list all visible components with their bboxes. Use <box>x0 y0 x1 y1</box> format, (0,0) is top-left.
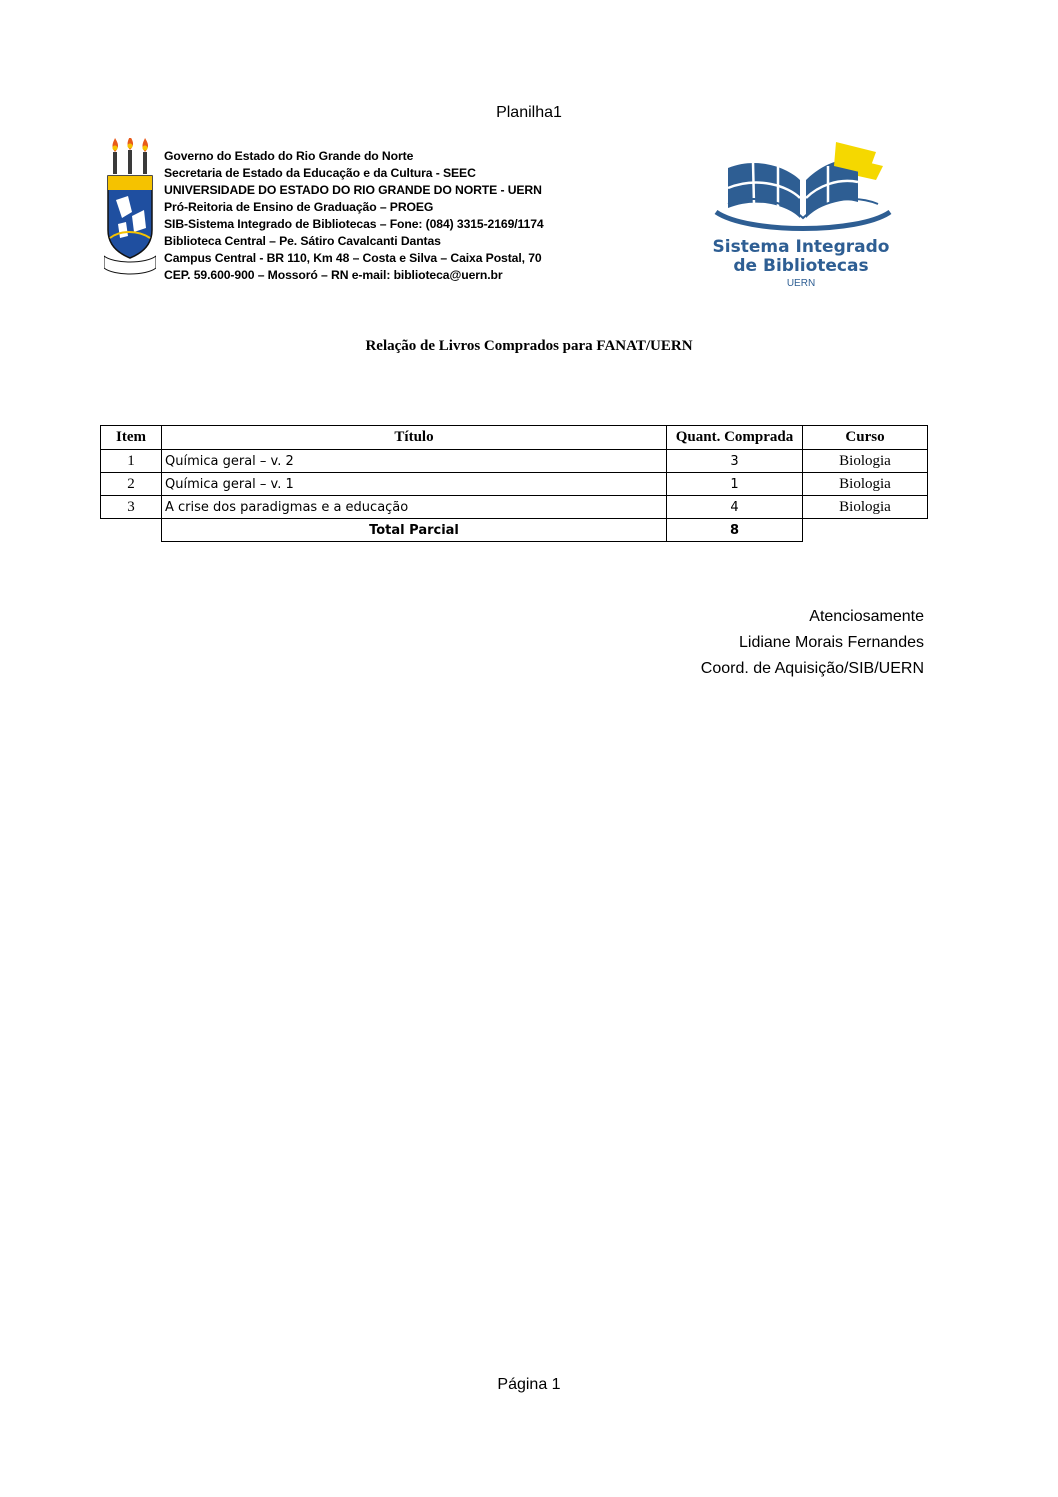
table-row <box>101 473 928 496</box>
letterhead-line: Governo do Estado do Rio Grande do Norte <box>164 149 414 163</box>
table-header-row <box>101 426 928 450</box>
table-row <box>101 450 928 473</box>
cell-title: Química geral – v. 1 <box>162 473 667 496</box>
cell-item: 3 <box>101 496 162 519</box>
cell-course: Biologia <box>803 473 928 496</box>
sib-logo-line1: Sistema Integrado <box>712 237 890 257</box>
total-value: 8 <box>667 519 803 542</box>
letterhead-line: Biblioteca Central – Pe. Sátiro Cavalcanti Dantas <box>164 234 441 248</box>
cell-course: Biologia <box>803 496 928 519</box>
header-qty: Quant. Comprada <box>667 426 803 450</box>
books-table <box>100 425 928 542</box>
signer-name: Lidiane Morais Fernandes <box>739 634 924 651</box>
total-blank-cell <box>101 519 162 542</box>
cell-qty: 4 <box>667 496 803 519</box>
letterhead-line: Pró-Reitoria de Ensino de Graduação – PROEG <box>164 200 434 214</box>
university-coat-of-arms-icon <box>104 138 156 278</box>
cell-title: A crise dos paradigmas e a educação <box>162 496 667 519</box>
total-blank-cell <box>803 519 928 542</box>
page-number: Página 1 <box>497 1376 561 1393</box>
letterhead-line: UNIVERSIDADE DO ESTADO DO RIO GRANDE DO NORTE - UERN <box>164 183 542 197</box>
signer-role: Coord. de Aquisição/SIB/UERN <box>700 660 924 677</box>
header-item: Item <box>101 426 162 450</box>
sib-logo-title <box>700 238 902 276</box>
header-course: Curso <box>803 426 928 450</box>
letterhead <box>164 148 544 284</box>
sib-logo-line2: de Bibliotecas <box>733 256 869 276</box>
signature-block <box>701 604 924 682</box>
cell-item: 2 <box>101 473 162 496</box>
cell-item: 1 <box>101 450 162 473</box>
letterhead-line: Secretaria de Estado da Educação e da Cultura - SEEC <box>164 166 476 180</box>
cell-qty: 3 <box>667 450 803 473</box>
sib-logo-subtitle: UERN <box>786 278 816 289</box>
cell-title: Química geral – v. 2 <box>162 450 667 473</box>
sheet-name: Planilha1 <box>496 104 562 121</box>
closing-text: Atenciosamente <box>809 608 924 625</box>
table-row <box>101 496 928 519</box>
letterhead-line: CEP. 59.600-900 – Mossoró – RN e-mail: biblioteca@uern.br <box>164 268 503 282</box>
header-title: Título <box>162 426 667 450</box>
letterhead-line: SIB-Sistema Integrado de Bibliotecas – Fone: (084) 3315-2169/1174 <box>164 217 544 231</box>
total-row <box>101 519 928 542</box>
cell-qty: 1 <box>667 473 803 496</box>
total-label: Total Parcial <box>162 519 667 542</box>
letterhead-line: Campus Central - BR 110, Km 48 – Costa e Silva – Caixa Postal, 70 <box>164 251 542 265</box>
document-title: Relação de Livros Comprados para FANAT/UERN <box>365 338 693 354</box>
cell-course: Biologia <box>803 450 928 473</box>
